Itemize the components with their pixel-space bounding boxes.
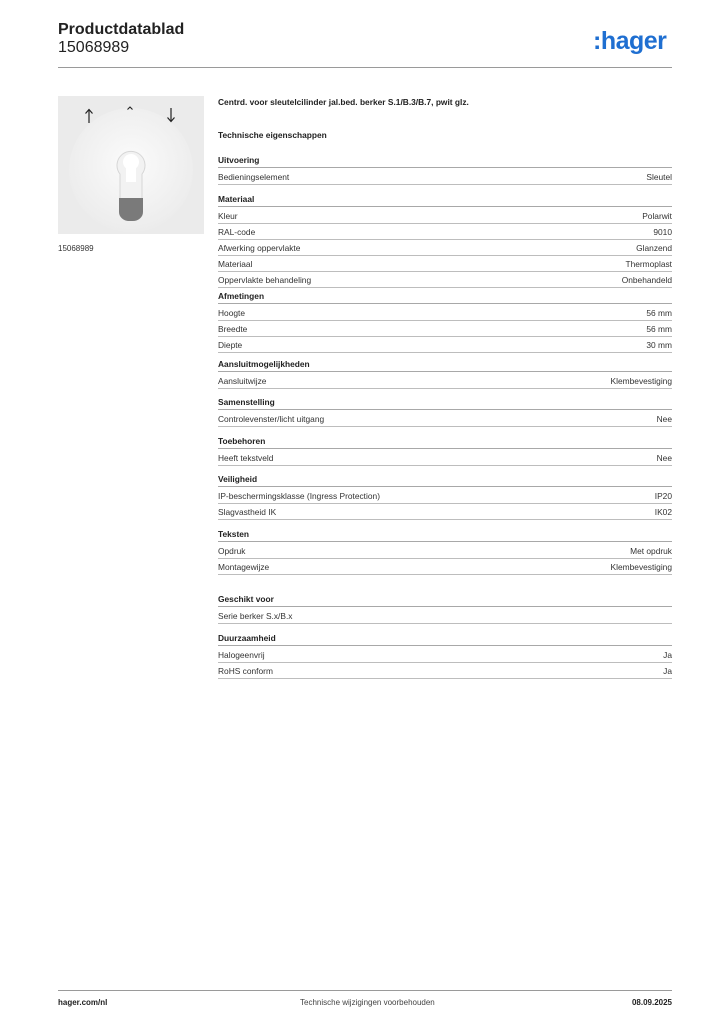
page-title: Productdatablad (58, 21, 185, 38)
spec-row (218, 225, 672, 240)
spec-label: Bedieningselement (218, 172, 290, 182)
tech-properties-title: Technische eigenschappen (218, 130, 327, 140)
spec-value: IP20 (654, 491, 672, 501)
logo-text: :hager (593, 27, 667, 55)
row-divider (218, 558, 672, 559)
spec-value: 30 mm (646, 340, 672, 350)
section-title: Samenstelling (218, 397, 275, 407)
section-title: Teksten (218, 529, 250, 539)
image-caption: 15068989 (58, 244, 94, 253)
section-divider (218, 645, 672, 646)
section-title: Aansluitmogelijkheden (218, 359, 310, 369)
spec-row (218, 451, 672, 466)
section-divider (218, 486, 672, 487)
row-divider (218, 574, 672, 575)
spec-row (218, 664, 672, 679)
spec-row (218, 322, 672, 337)
spec-value: Ja (663, 666, 672, 676)
spec-value: Thermoplast (625, 259, 672, 269)
spec-label: RAL-code (218, 227, 256, 237)
spec-row (218, 544, 672, 559)
row-divider (218, 239, 672, 240)
spec-value: Nee (656, 453, 672, 463)
spec-row (218, 412, 672, 427)
spec-label: Afwerking oppervlakte (218, 243, 301, 253)
spec-value: Onbehandeld (621, 275, 672, 285)
spec-value: 56 mm (646, 308, 672, 318)
row-divider (218, 184, 672, 185)
spec-label: Serie berker S.x/B.x (218, 611, 293, 621)
spec-value: Klembevestiging (610, 562, 672, 572)
section-title: Geschikt voor (218, 594, 274, 604)
row-divider (218, 336, 672, 337)
spec-label: Breedte (218, 324, 248, 334)
spec-row (218, 505, 672, 520)
spec-row (218, 560, 672, 575)
section-title: Uitvoering (218, 155, 260, 165)
row-divider (218, 623, 672, 624)
product-number: 15068989 (58, 39, 130, 56)
section-divider (218, 371, 672, 372)
spec-label: Controlevenster/licht uitgang (218, 414, 325, 424)
section-title: Toebehoren (218, 436, 266, 446)
spec-label: Montagewijze (218, 562, 270, 572)
spec-row (218, 489, 672, 504)
spec-value: 56 mm (646, 324, 672, 334)
spec-value: Polarwit (642, 211, 672, 221)
section-title: Veiligheid (218, 474, 258, 484)
spec-label: Opdruk (218, 546, 246, 556)
section-divider (218, 167, 672, 168)
spec-row (218, 241, 672, 256)
product-image (58, 96, 204, 234)
footer-disclaimer: Technische wijzigingen voorbehouden (300, 998, 435, 1007)
spec-label: Kleur (218, 211, 238, 221)
spec-row (218, 273, 672, 288)
row-divider (218, 465, 672, 466)
row-divider (218, 519, 672, 520)
footer-date: 08.09.2025 (631, 998, 672, 1007)
section-title: Materiaal (218, 194, 255, 204)
spec-label: IP-beschermingsklasse (Ingress Protection) (218, 491, 380, 501)
row-divider (218, 287, 672, 288)
spec-row (218, 306, 672, 321)
spec-label: Diepte (218, 340, 243, 350)
spec-label: Slagvastheid IK (218, 507, 277, 517)
spec-label: Aansluitwijze (218, 376, 267, 386)
row-divider (218, 503, 672, 504)
spec-row (218, 609, 672, 624)
section-divider (218, 606, 672, 607)
spec-value: Glanzend (636, 243, 672, 253)
spec-row (218, 338, 672, 353)
spec-row (218, 209, 672, 224)
row-divider (218, 388, 672, 389)
row-divider (218, 255, 672, 256)
row-divider (218, 223, 672, 224)
row-divider (218, 320, 672, 321)
spec-label: Oppervlakte behandeling (218, 275, 312, 285)
section-divider (218, 409, 672, 410)
product-name: Centrd. voor sleutelcilinder jal.bed. berker S.1/B.3/B.7, pwit glz. (218, 97, 469, 107)
section-divider (218, 448, 672, 449)
spec-label: Hoogte (218, 308, 246, 318)
row-divider (218, 678, 672, 679)
spec-value: Klembevestiging (610, 376, 672, 386)
section-title: Afmetingen (218, 291, 265, 301)
section-divider (218, 303, 672, 304)
spec-value: Sleutel (646, 172, 672, 182)
spec-label: Materiaal (218, 259, 253, 269)
hager-logo (593, 27, 675, 57)
spec-value: Met opdruk (630, 546, 672, 556)
spec-value: Ja (663, 650, 672, 660)
spec-row (218, 257, 672, 272)
keyhole-icon (117, 151, 145, 221)
spec-label: Heeft tekstveld (218, 453, 274, 463)
spec-row (218, 374, 672, 389)
spec-row (218, 648, 672, 663)
footer-website-link[interactable]: hager.com/nl (58, 998, 108, 1007)
row-divider (218, 271, 672, 272)
spec-value: Nee (656, 414, 672, 424)
spec-row (218, 170, 672, 185)
section-divider (218, 541, 672, 542)
section-title: Duurzaamheid (218, 633, 276, 643)
row-divider (218, 662, 672, 663)
spec-label: Halogeenvrij (218, 650, 265, 660)
spec-value: IK02 (654, 507, 672, 517)
header-divider (58, 67, 672, 68)
row-divider (218, 352, 672, 353)
footer-divider (58, 990, 672, 991)
spec-label: RoHS conform (218, 666, 273, 676)
row-divider (218, 426, 672, 427)
spec-value: 9010 (653, 227, 672, 237)
section-divider (218, 206, 672, 207)
